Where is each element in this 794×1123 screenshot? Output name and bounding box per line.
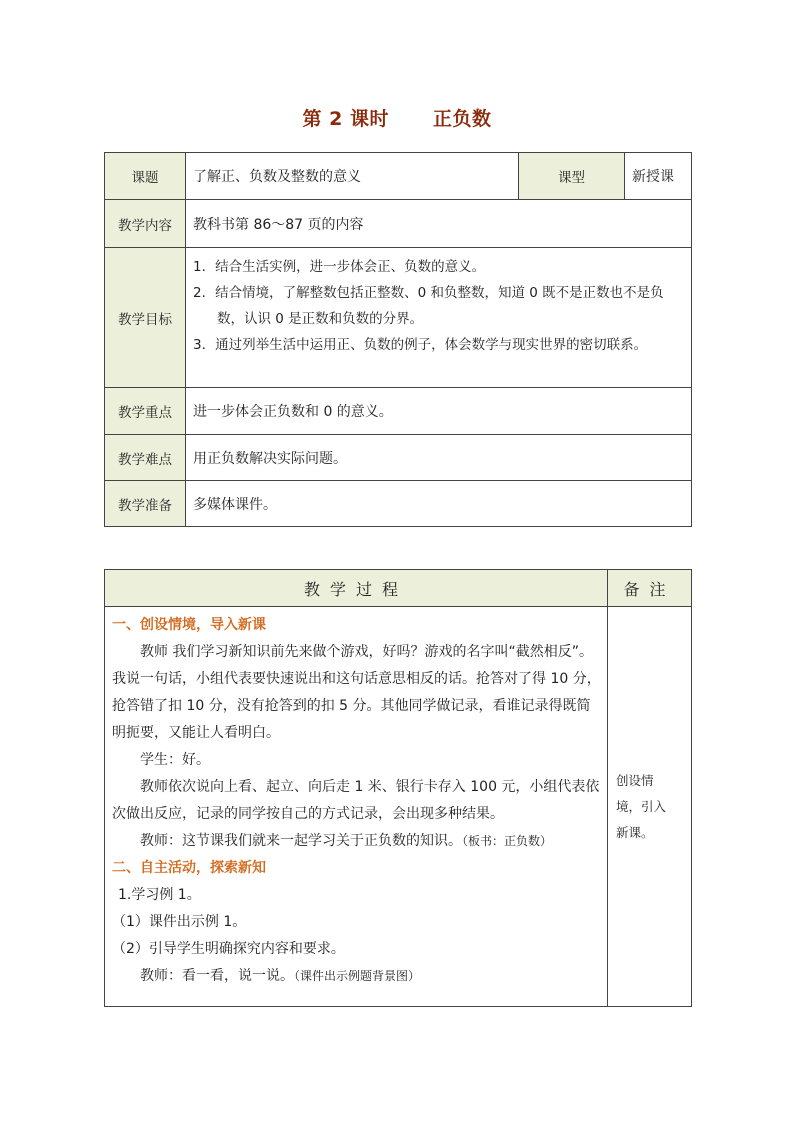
subject-row [105,153,692,200]
prep-value: 多媒体课件。 [186,481,692,527]
type-value: 新授课 [625,153,692,200]
section-heading: 二、自主活动，探索新知 [112,860,266,876]
process-content [105,607,608,1007]
content-label: 教学内容 [105,200,186,248]
list-item: 1.学习例 1。 [118,887,201,903]
paragraph: 学生：好。 [140,752,210,768]
goals-row [105,248,692,388]
goal-item: 2．结合情境，了解整数包括正整数、0 和负整数，知道 0 既不是正数也不是负数，认识 0 是正数和负数的分界。 [193,285,664,327]
process-header-row [105,570,692,607]
paragraph-text: 教师：看一看，说一说。 [140,968,294,984]
key-value: 进一步体会正负数和 0 的意义。 [186,388,692,435]
subject-value: 了解正、负数及整数的意义 [186,153,519,200]
lesson-topic: 正负数 [432,108,492,130]
subject-label: 课题 [105,153,186,200]
paragraph: 教师 我们学习新知识前先来做个游戏，好吗？游戏的名字叫“截然相反”。我说一句话，小组代表要快速说出和这句话意思相反的话。抢答对了得 10 分，抢答错了扣 10 分，没有抢答到的扣 5 分。其他同学做记录，看谁记录得既简明扼要，又能让人看明白。 [112,644,601,741]
notes-header: 备注 [608,570,692,607]
list-item: （1）课件出示例 1。 [112,914,247,930]
notes-cell [608,607,692,1007]
teaching-process-table [104,569,692,1007]
key-label: 教学重点 [105,388,186,435]
key-row [105,388,692,435]
paragraph-text: 教师：这节课我们就来一起学习关于正负数的知识。 [140,833,462,849]
prep-row [105,481,692,527]
board-note: （板书：正负数） [462,834,553,848]
list-item: （2）引导学生明确探究内容和要求。 [112,941,345,957]
content-value: 教科书第 86～87 页的内容 [186,200,692,248]
difficulty-row [105,435,692,481]
section-heading: 一、创设情境，导入新课 [112,617,266,633]
process-header: 教学过程 [105,570,608,607]
difficulty-value: 用正负数解决实际问题。 [186,435,692,481]
lesson-title [0,104,794,131]
type-label: 课型 [519,153,625,200]
goals-list [186,248,692,388]
lesson-number: 第 2 课时 [302,108,389,130]
paragraph [112,828,601,855]
goal-item: 3．通过列举生活中运用正、负数的例子，体会数学与现实世界的密切联系。 [193,337,648,353]
process-body-row [105,607,692,1007]
lesson-info-table [104,152,692,527]
goal-item: 1．结合生活实例，进一步体会正、负数的意义。 [193,259,486,275]
paragraph: 教师依次说向上看、起立、向后走 1 米、银行卡存入 100 元，小组代表依次做出反应，记录的同学按自己的方式记录，会出现多种结果。 [112,779,600,822]
difficulty-label: 教学难点 [105,435,186,481]
prep-label: 教学准备 [105,481,186,527]
courseware-note: （课件出示例题背景图） [294,969,421,983]
goals-label: 教学目标 [105,248,186,388]
paragraph [112,963,601,990]
note-text: 创设情境，引入新课。 [616,772,667,840]
content-row [105,200,692,248]
